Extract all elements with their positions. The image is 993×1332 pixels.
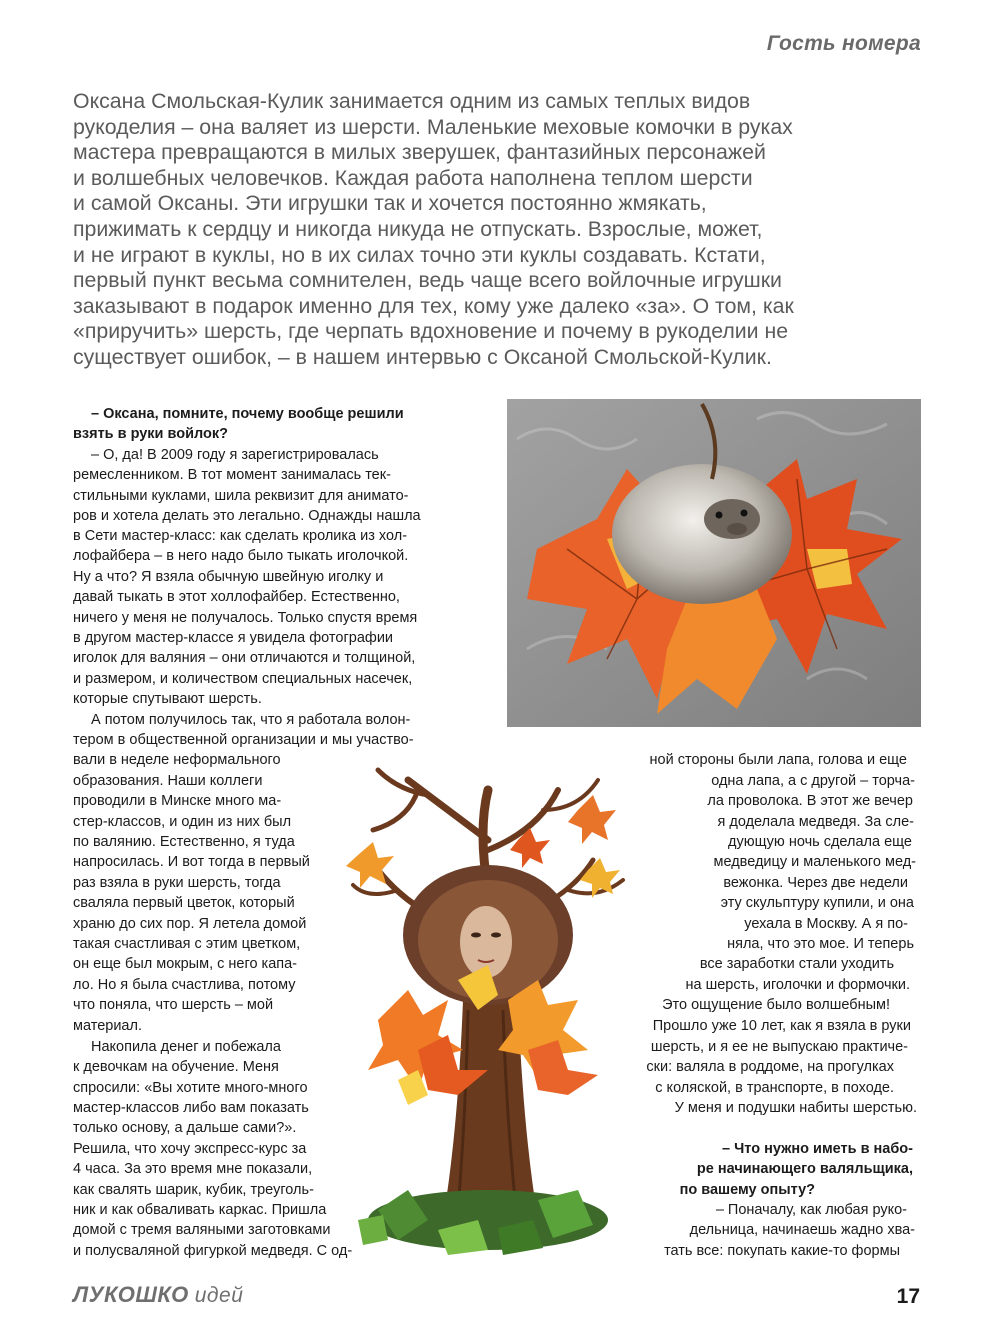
magazine-logo bbox=[73, 1282, 243, 1308]
text-line: тером в общественной организации и мы участво- bbox=[73, 732, 414, 748]
magazine-logo-sub: идей bbox=[194, 1284, 244, 1307]
text-line: одна лапа, а с другой – торча- bbox=[711, 773, 915, 789]
text-line: он еще был мокрым, с него капа- bbox=[73, 956, 298, 972]
text-line: по валянию. Естественно, я туда bbox=[73, 834, 295, 850]
text-line: ло. Но я была счастлива, потому bbox=[73, 977, 296, 993]
intro-line: и самой Оксаны. Эти игрушки так и хочется постоянно жмякать, bbox=[73, 191, 707, 216]
intro-line: и волшебных человечков. Каждая работа наполнена теплом шерсти bbox=[73, 165, 753, 190]
page-number: 17 bbox=[896, 1285, 920, 1308]
question-line: – Что нужно иметь в набо- bbox=[722, 1141, 913, 1157]
text-line: спросили: «Вы хотите много-много bbox=[73, 1080, 308, 1096]
text-line: которые спутывают шерсть. bbox=[73, 691, 262, 707]
intro-line: Оксана Смольская-Кулик занимается одним из самых теплых видов bbox=[73, 89, 751, 113]
text-line: Накопила денег и побежала bbox=[91, 1039, 281, 1055]
text-line: в Сети мастер-класс: как сделать кролика из хол- bbox=[73, 528, 408, 544]
text-line: ров и хотела делать это легально. Однажды нашла bbox=[73, 508, 421, 524]
question-line: взять в руки войлок? bbox=[73, 426, 228, 442]
text-line: ла проволока. В этот же вечер bbox=[707, 793, 913, 809]
text-line: эту скульптуру купили, и она bbox=[720, 895, 914, 911]
text-line: ничего у меня не получалось. Только спустя время bbox=[73, 610, 418, 626]
text-line: 4 часа. За это время мне показали, bbox=[73, 1161, 313, 1177]
intro-line: существует ошибок, – в нашем интервью с Оксаной Смольской-Кулик. bbox=[73, 344, 772, 369]
text-line: я доделала медведя. За сле- bbox=[717, 814, 914, 830]
text-line: ски: валяла в роддоме, на прогулках bbox=[646, 1059, 894, 1075]
text-line: проводили в Минске много ма- bbox=[73, 793, 282, 809]
text-line: дельница, начинаешь жадно хва- bbox=[689, 1222, 915, 1238]
intro-line: рукоделия – она валяет из шерсти. Маленькие меховые комочки в руках bbox=[73, 114, 793, 139]
text-line: раз взяла в руки шерсть, тогда bbox=[73, 875, 281, 891]
text-line: шерсть, и я ее не выпускаю практиче- bbox=[650, 1039, 908, 1055]
text-line: образования. Наши коллеги bbox=[73, 773, 263, 789]
text-line: тать все: покупать какие-то формы bbox=[664, 1243, 900, 1259]
text-line: У меня и подушки набиты шерстью. bbox=[674, 1100, 917, 1116]
text-line: материал. bbox=[73, 1018, 142, 1034]
text-line: давай тыкать в этот холлофайбер. Естественно, bbox=[73, 589, 400, 605]
text-line: напросилась. И вот тогда в первый bbox=[73, 854, 310, 870]
text-line: иголок для валяния – они отличаются и толщиной, bbox=[73, 650, 416, 666]
text-line: няла, что это мое. И теперь bbox=[727, 936, 914, 952]
intro-line: мастера превращаются в милых зверушек, фантазийных персонажей bbox=[73, 140, 766, 165]
question-line: по вашему опыту? bbox=[679, 1182, 815, 1198]
text-line: ремесленником. В тот момент занималась тек- bbox=[73, 467, 391, 483]
text-line: медведицу и маленького мед- bbox=[713, 854, 916, 870]
text-line: и размером, и количеством специальных насечек, bbox=[73, 671, 413, 687]
text-line: все заработки стали уходить bbox=[699, 956, 894, 972]
intro-line: «приручить» шерсть, где черпать вдохновение и почему в рукоделии не bbox=[73, 319, 789, 344]
text-line: мастер-классов либо вам показать bbox=[73, 1100, 309, 1116]
text-line: ной стороны были лапа, голова и еще bbox=[649, 752, 907, 768]
text-line: только основу, а дальше сами?». bbox=[73, 1120, 297, 1136]
text-line: к девочкам на обучение. Меня bbox=[73, 1059, 279, 1075]
intro-line: первый пункт весьма сомнителен, ведь чаще всего войлочные игрушки bbox=[73, 268, 782, 293]
intro-line: и не играют в куклы, но в их силах точно эти куклы создавать. Кстати, bbox=[73, 242, 766, 267]
intro-paragraph bbox=[73, 89, 923, 371]
text-line: ник и как обваливать каркас. Пришла bbox=[73, 1202, 327, 1218]
text-line: сваляла первый цветок, который bbox=[73, 895, 295, 911]
text-line: стильными куклами, шила реквизит для анимато- bbox=[73, 488, 409, 504]
text-line: Прошло уже 10 лет, как я взяла в руки bbox=[652, 1018, 911, 1034]
question-line: ре начинающего валяльщика, bbox=[696, 1161, 913, 1177]
text-line: храню до сих пор. Я летела домой bbox=[73, 916, 307, 932]
text-line: А потом получилось так, что я работала волон- bbox=[91, 712, 411, 728]
tree-doll-photo bbox=[338, 750, 638, 1260]
text-line: домой с тремя валяными заготовками bbox=[73, 1222, 331, 1238]
text-line: Это ощущение было волшебным! bbox=[662, 997, 890, 1013]
text-line: как свалять шарик, кубик, треуголь- bbox=[73, 1182, 314, 1198]
text-line: вали в неделе неформального bbox=[73, 752, 281, 768]
text-line: и полусваляной фигуркой медведя. С од- bbox=[73, 1243, 353, 1259]
text-line: Ну а что? Я взяла обычную швейную иголку и bbox=[73, 569, 384, 585]
text-line: вежонка. Через две недели bbox=[723, 875, 908, 891]
question-line: – Оксана, помните, почему вообще решили bbox=[91, 406, 404, 422]
hedgehog-photo bbox=[507, 399, 921, 727]
text-line: дующую ночь сделала еще bbox=[728, 834, 912, 850]
text-line: такая счастливая с этим цветком, bbox=[73, 936, 301, 952]
text-line: что поняла, что шерсть – мой bbox=[73, 997, 274, 1013]
text-line: уехала в Москву. А я по- bbox=[744, 916, 908, 932]
intro-line: заказывают в подарок именно для тех, кому уже далеко «за». О том, как bbox=[73, 293, 794, 318]
text-line: – О, да! В 2009 году я зарегистрировалась bbox=[91, 447, 379, 463]
intro-line: прижимать к сердцу и никогда никуда не отпускать. Взрослые, может, bbox=[73, 216, 763, 241]
text-line: на шерсть, иголочки и формочки. bbox=[685, 977, 910, 993]
text-line: стер-классов, и один из них был bbox=[73, 814, 292, 830]
section-title: Гость номера bbox=[766, 32, 921, 55]
text-line: Решила, что хочу экспресс-курс за bbox=[73, 1141, 307, 1157]
text-line: – Поначалу, как любая руко- bbox=[715, 1202, 907, 1218]
text-line: в другом мастер-классе я увидела фотографии bbox=[73, 630, 394, 646]
magazine-logo-main: ЛУКОШКО bbox=[73, 1282, 189, 1307]
text-line: с коляской, в транспорте, в походе. bbox=[655, 1080, 894, 1096]
text-line: лофайбера – в него надо было тыкать иголочкой. bbox=[73, 548, 409, 564]
